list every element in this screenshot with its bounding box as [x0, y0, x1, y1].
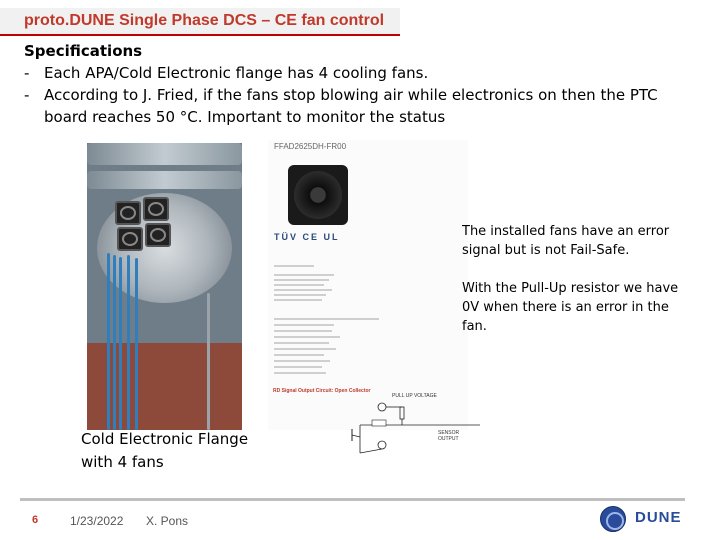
bullet-marker: -: [24, 64, 30, 82]
spec-bullet: [24, 84, 704, 128]
certification-logos: TÜV CE UL: [274, 232, 340, 242]
footer-date: 1/23/2022: [70, 514, 124, 528]
dune-logo: [635, 509, 682, 526]
note-error-signal: The installed fans have an error signal but is not Fail-Safe.: [462, 224, 670, 258]
fan-icon: [143, 197, 169, 221]
slide-title: proto.DUNE Single Phase DCS – CE fan control: [24, 12, 385, 29]
rd-signal-title: RD Signal Output Circuit: Open Collector: [273, 388, 371, 394]
cern-logo-icon: [600, 506, 626, 532]
circuit-diagram: [330, 393, 480, 463]
fan-datasheet: [268, 140, 468, 430]
fan-icon: [145, 223, 171, 247]
bullet-marker: -: [24, 86, 30, 104]
specifications-heading: Specifications: [24, 42, 143, 60]
photo-caption: Cold Electronic Flange with 4 fans: [81, 430, 249, 471]
spec-bullet-text: According to J. Fried, if the fans stop blowing air while electronics on then the PTC board reaches 50 °C. Important to monitor the status: [44, 86, 658, 126]
fan-product-image: [288, 165, 348, 225]
pull-up-label: PULL UP VOLTAGE: [392, 393, 437, 399]
footer-author: X. Pons: [146, 514, 189, 528]
sensor-output-label: SENSOR OUTPUT: [438, 430, 460, 442]
specifications-block: [24, 40, 704, 128]
spec-bullet: [24, 62, 704, 84]
dune-logo-text: DUNE: [635, 509, 682, 526]
page-number: 6: [32, 514, 39, 526]
flange-photo: [87, 143, 242, 430]
spec-bullet-text: Each APA/Cold Electronic flange has 4 cooling fans.: [44, 64, 429, 82]
note-pull-up: With the Pull-Up resistor we have 0V when there is an error in the fan.: [462, 281, 679, 334]
footer-divider: [20, 498, 685, 501]
fan-icon: [115, 201, 141, 225]
datasheet-part-number: FFAD2625DH-FR00: [274, 142, 347, 151]
fan-icon: [117, 227, 143, 251]
